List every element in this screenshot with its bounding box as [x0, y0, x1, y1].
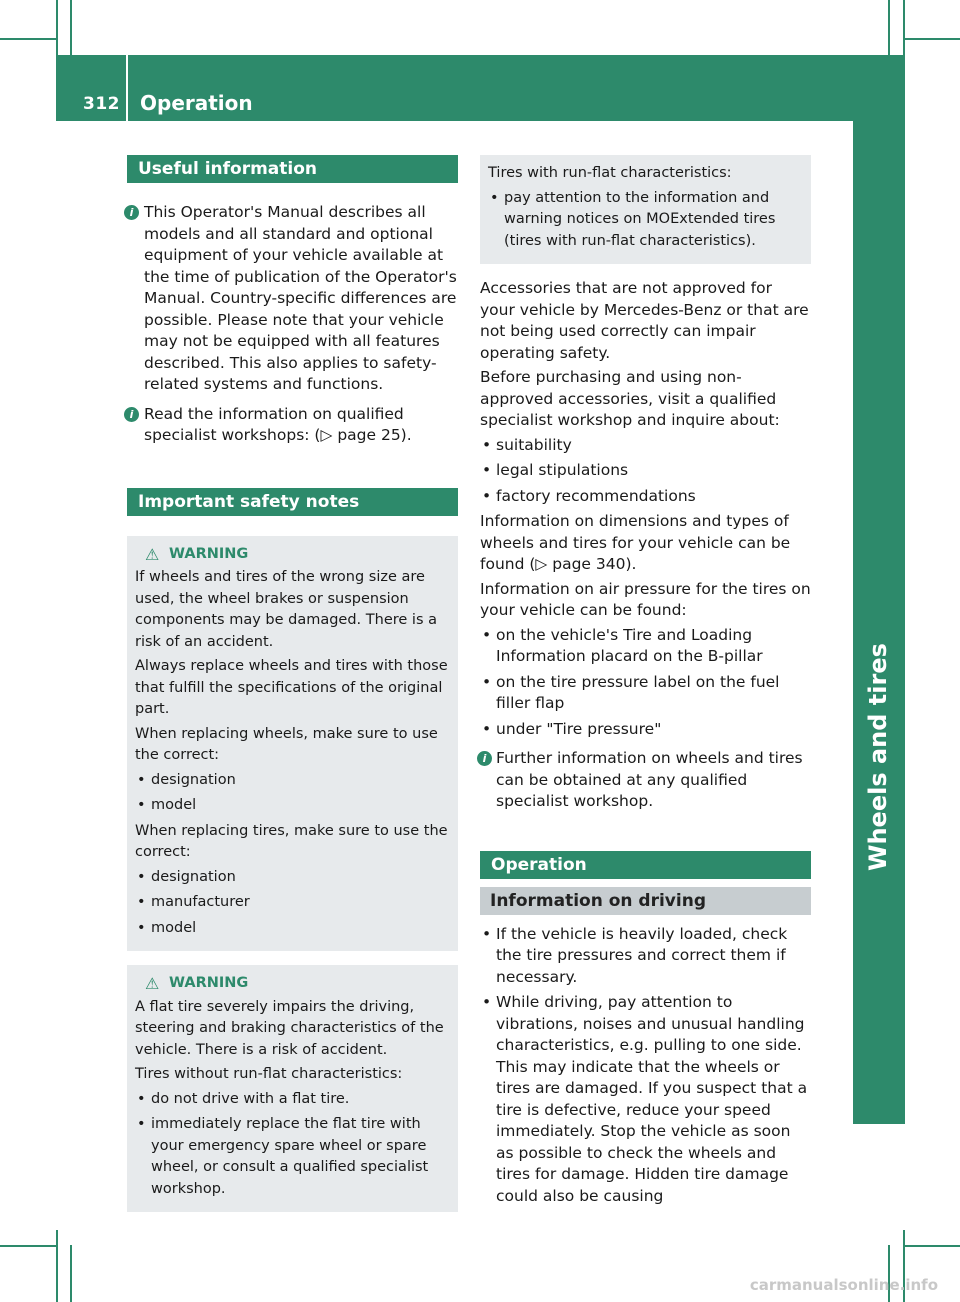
crop-mark — [56, 1230, 58, 1302]
warning-box-continued — [480, 155, 811, 264]
warning-heading — [135, 544, 450, 566]
list-item: • model — [135, 918, 450, 940]
body-text: Information on dimensions and types of wheels and tires for your vehicle can be found (▷ page 340). — [480, 512, 791, 573]
list-item: • suitability — [480, 435, 811, 457]
list-item: • on the vehicle's Tire and Loading Information placard on the B-pillar — [480, 625, 811, 668]
crop-mark — [904, 38, 960, 40]
right-column — [480, 155, 811, 1211]
info-note — [480, 748, 811, 813]
warning-text: Tires with run-flat characteristics: — [488, 165, 732, 181]
warning-label: WARNING — [169, 975, 249, 991]
page-title: Operation — [140, 91, 253, 115]
list-item: • under "Tire pressure" — [480, 719, 811, 741]
warning-triangle-icon: ⚠ — [145, 974, 160, 993]
chapter-tab — [853, 121, 905, 1124]
crop-mark — [0, 38, 56, 40]
info-text: This Operator's Manual describes all models and all standard and optional equipment of your vehicle available at the time of publication of the Operator's Manual. Country-specific differences are possible. Please note that your vehicle may not be equipped with all features described. This also applies to safety-related systems and functions. — [144, 203, 457, 393]
header-divider — [126, 55, 128, 121]
warning-triangle-icon: ⚠ — [145, 544, 160, 564]
list-item: • on the tire pressure label on the fuel filler flap — [480, 672, 811, 715]
body-text: Information on air pressure for the tires on your vehicle can be found: — [480, 579, 811, 619]
section-heading-useful-information: Useful information — [127, 155, 458, 183]
info-note — [127, 202, 458, 396]
info-icon: i — [477, 751, 492, 766]
list-item: • model — [135, 795, 450, 817]
warning-text: Tires without run-flat characteristics: — [135, 1066, 403, 1082]
warning-text: When replacing wheels, make sure to use the correct: — [135, 725, 438, 763]
info-note — [127, 404, 458, 447]
info-icon: i — [124, 407, 139, 422]
info-text: Read the information on qualified specialist workshops: (▷ page 25). — [144, 404, 412, 444]
crop-mark — [904, 1245, 960, 1247]
section-heading-operation: Operation — [480, 851, 811, 879]
warning-text: If wheels and tires of the wrong size are used, the wheel brakes or suspension components may be damaged. There is a risk of an accident. — [135, 569, 437, 650]
warning-heading — [135, 973, 450, 995]
list-item: • immediately replace the flat tire with your emergency spare wheel or spare wheel, or consult a qualified specialist workshop. — [135, 1114, 450, 1200]
left-column — [127, 155, 458, 1212]
body-text: Before purchasing and using non-approved accessories, visit a qualified specialist workshop and inquire about: — [480, 368, 780, 429]
chapter-tab-label: Wheels and tires — [864, 643, 892, 871]
body-text: Accessories that are not approved for your vehicle by Mercedes-Benz or that are not being used correctly can impair operating safety. — [480, 279, 809, 362]
info-text: Further information on wheels and tires can be obtained at any qualified specialist workshop. — [496, 749, 803, 810]
list-item: • If the vehicle is heavily loaded, check the tire pressures and correct them if necessary. — [480, 924, 811, 989]
footer-watermark: carmanualsonline.info — [749, 1276, 938, 1294]
list-item: • do not drive with a flat tire. — [135, 1089, 450, 1111]
crop-mark — [903, 0, 905, 55]
page-number: 312 — [83, 94, 120, 114]
warning-text: When replacing tires, make sure to use the correct: — [135, 822, 448, 860]
warning-label: WARNING — [169, 545, 249, 562]
list-item: • designation — [135, 867, 450, 889]
crop-mark — [70, 1245, 72, 1302]
list-item: • While driving, pay attention to vibrations, noises and unusual handling characteristics, e.g. pulling to one side. This may indicate that the wheels or tires are damaged. If you suspect that a tire is defective, reduce your speed immediately. Stop the vehicle as soon as possible to check the wheels and tires for damage. Hidden tire damage could also be causing — [480, 992, 811, 1207]
crop-mark — [888, 0, 890, 55]
warning-box — [127, 965, 458, 1212]
crop-mark — [0, 1245, 56, 1247]
list-item: • manufacturer — [135, 892, 450, 914]
list-item: • factory recommendations — [480, 486, 811, 508]
warning-text: A flat tire severely impairs the driving, steering and braking characteristics of the vehicle. There is a risk of accident. — [135, 998, 444, 1058]
list-item: • pay attention to the information and warning notices on MOExtended tires (tires with run-flat characteristics). — [488, 188, 803, 253]
crop-mark — [56, 0, 58, 55]
subsection-heading-information-on-driving: Information on driving — [480, 887, 811, 915]
info-icon: i — [124, 205, 139, 220]
section-heading-important-safety-notes: Important safety notes — [127, 488, 458, 516]
crop-mark — [70, 0, 72, 55]
list-item: • legal stipulations — [480, 460, 811, 482]
warning-text: Always replace wheels and tires with those that fulfill the specifications of the original part. — [135, 658, 448, 717]
page-header — [56, 55, 905, 121]
warning-box — [127, 536, 458, 952]
list-item: • designation — [135, 770, 450, 792]
